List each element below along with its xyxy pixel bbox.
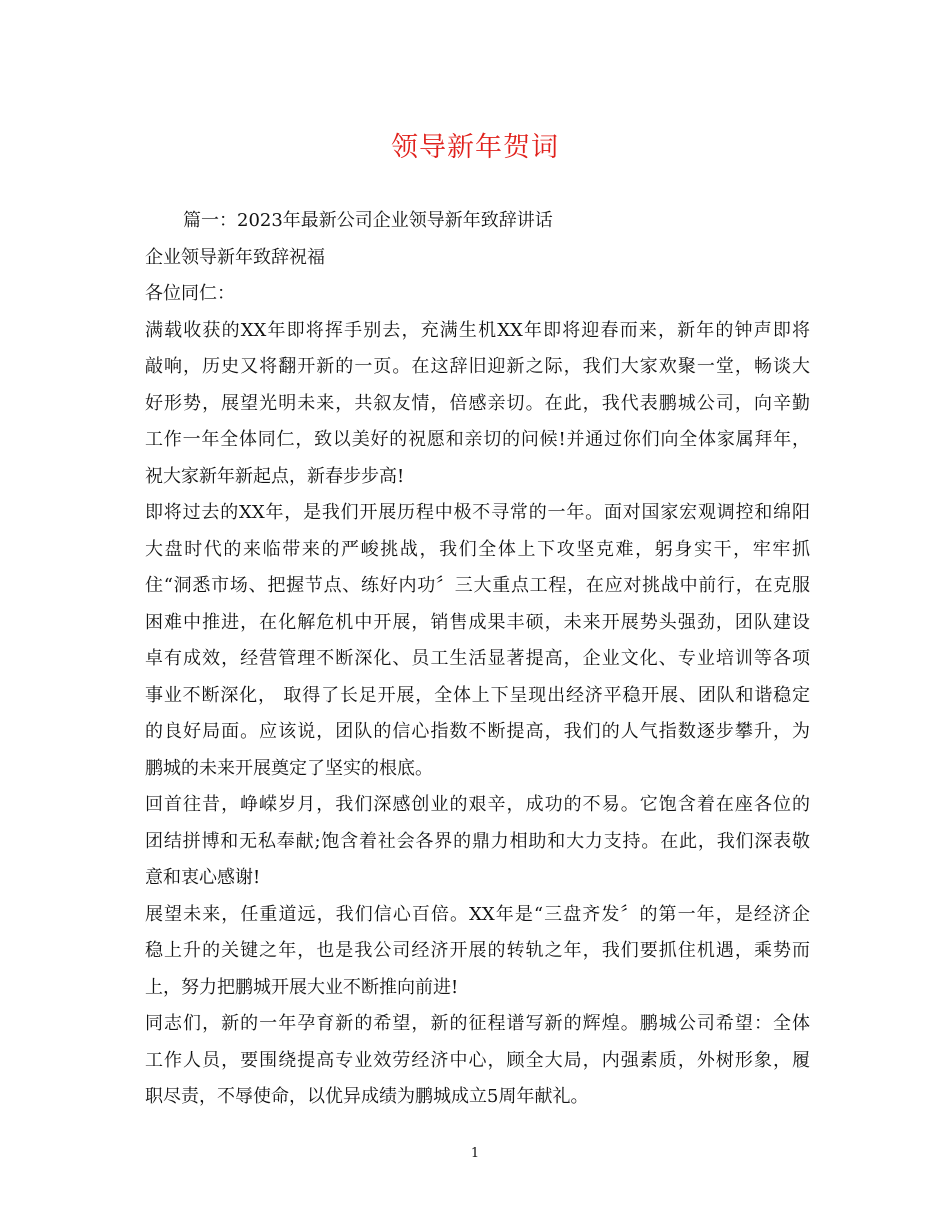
paragraph-line: 上，努力把鹏城开展大业不断推向前进! [145, 976, 459, 998]
paragraph-line: 团结拼博和无私奉献;饱含着社会各界的鼎力相助和大力支持。在此，我们深表敬 [145, 830, 810, 852]
paragraph-line: 满载收获的XX年即将挥手别去，充满生机XX年即将迎春而来，新年的钟声即将 [145, 319, 810, 341]
chapter-heading: 篇一：2023年最新公司企业领导新年致辞讲话 [183, 210, 553, 231]
page-title: 领导新年贺词 [391, 132, 559, 163]
paragraph-line: 好形势，展望光明未来，共叙友情，倍感亲切。在此，我代表鹏城公司，向辛勤 [145, 392, 810, 414]
paragraph-line: 事业不断深化， 取得了长足开展，全体上下呈现出经济平稳开展、团队和谐稳定 [145, 684, 810, 706]
page-number: 1 [470, 1146, 480, 1161]
paragraph-line: 同志们，新的一年孕育新的希望，新的征程谱写新的辉煌。鹏城公司希望：全体 [145, 1013, 810, 1034]
paragraph-line: 回首往昔，峥嵘岁月，我们深感创业的艰辛，成功的不易。它饱含着在座各位的 [145, 794, 810, 815]
paragraph-line: 的良好局面。应该说，团队的信心指数不断提高，我们的人气指数逐步攀升，为 [145, 721, 810, 742]
paragraph-line: 工作人员，要围绕提高专业效劳经济中心，顾全大局，内强素质，外树形象，履 [145, 1049, 810, 1071]
paragraph-line: 卓有成效，经营管理不断深化、员工生活显著提高，企业文化、专业培训等各项 [145, 648, 810, 669]
paragraph-line: 即将过去的XX年，是我们开展历程中极不寻常的一年。面对国家宏观调控和绵阳 [145, 502, 810, 523]
paragraph-line: 意和衷心感谢! [145, 867, 261, 888]
paragraph-line: 职尽责，不辱使命，以优异成绩为鹏城成立5周年献礼。 [145, 1086, 589, 1107]
paragraph-line: 住“洞悉市场、把握节点、练好内功〞三大重点工程，在应对挑战中前行，在克服 [145, 575, 810, 596]
subtitle-line: 企业领导新年致辞祝福 [145, 246, 325, 268]
paragraph-line: 敲响，历史又将翻开新的一页。在这辞旧迎新之际，我们大家欢聚一堂，畅谈大 [145, 356, 810, 377]
paragraph-line: 大盘时代的来临带来的严峻挑战，我们全体上下攻坚克难，躬身实干，牢牢抓 [145, 538, 810, 560]
salutation-line: 各位同仁： [145, 283, 235, 304]
paragraph-line: 展望未来，任重道远，我们信心百倍。XX年是“三盘齐发〞的第一年，是经济企 [145, 903, 810, 925]
paragraph-line: 鹏城的未来开展奠定了坚实的根底。 [145, 757, 433, 779]
paragraph-line: 稳上升的关键之年，也是我公司经济开展的转轨之年，我们要抓住机遇，乘势而 [145, 940, 810, 961]
paragraph-line: 祝大家新年新起点，新春步步高! [145, 465, 405, 487]
paragraph-line: 困难中推进，在化解危机中开展，销售成果丰硕，未来开展势头强劲，团队建设 [145, 611, 810, 633]
paragraph-line: 工作一年全体同仁，致以美好的祝愿和亲切的问候!并通过你们向全体家属拜年， [145, 429, 810, 450]
document-body [145, 203, 810, 1116]
